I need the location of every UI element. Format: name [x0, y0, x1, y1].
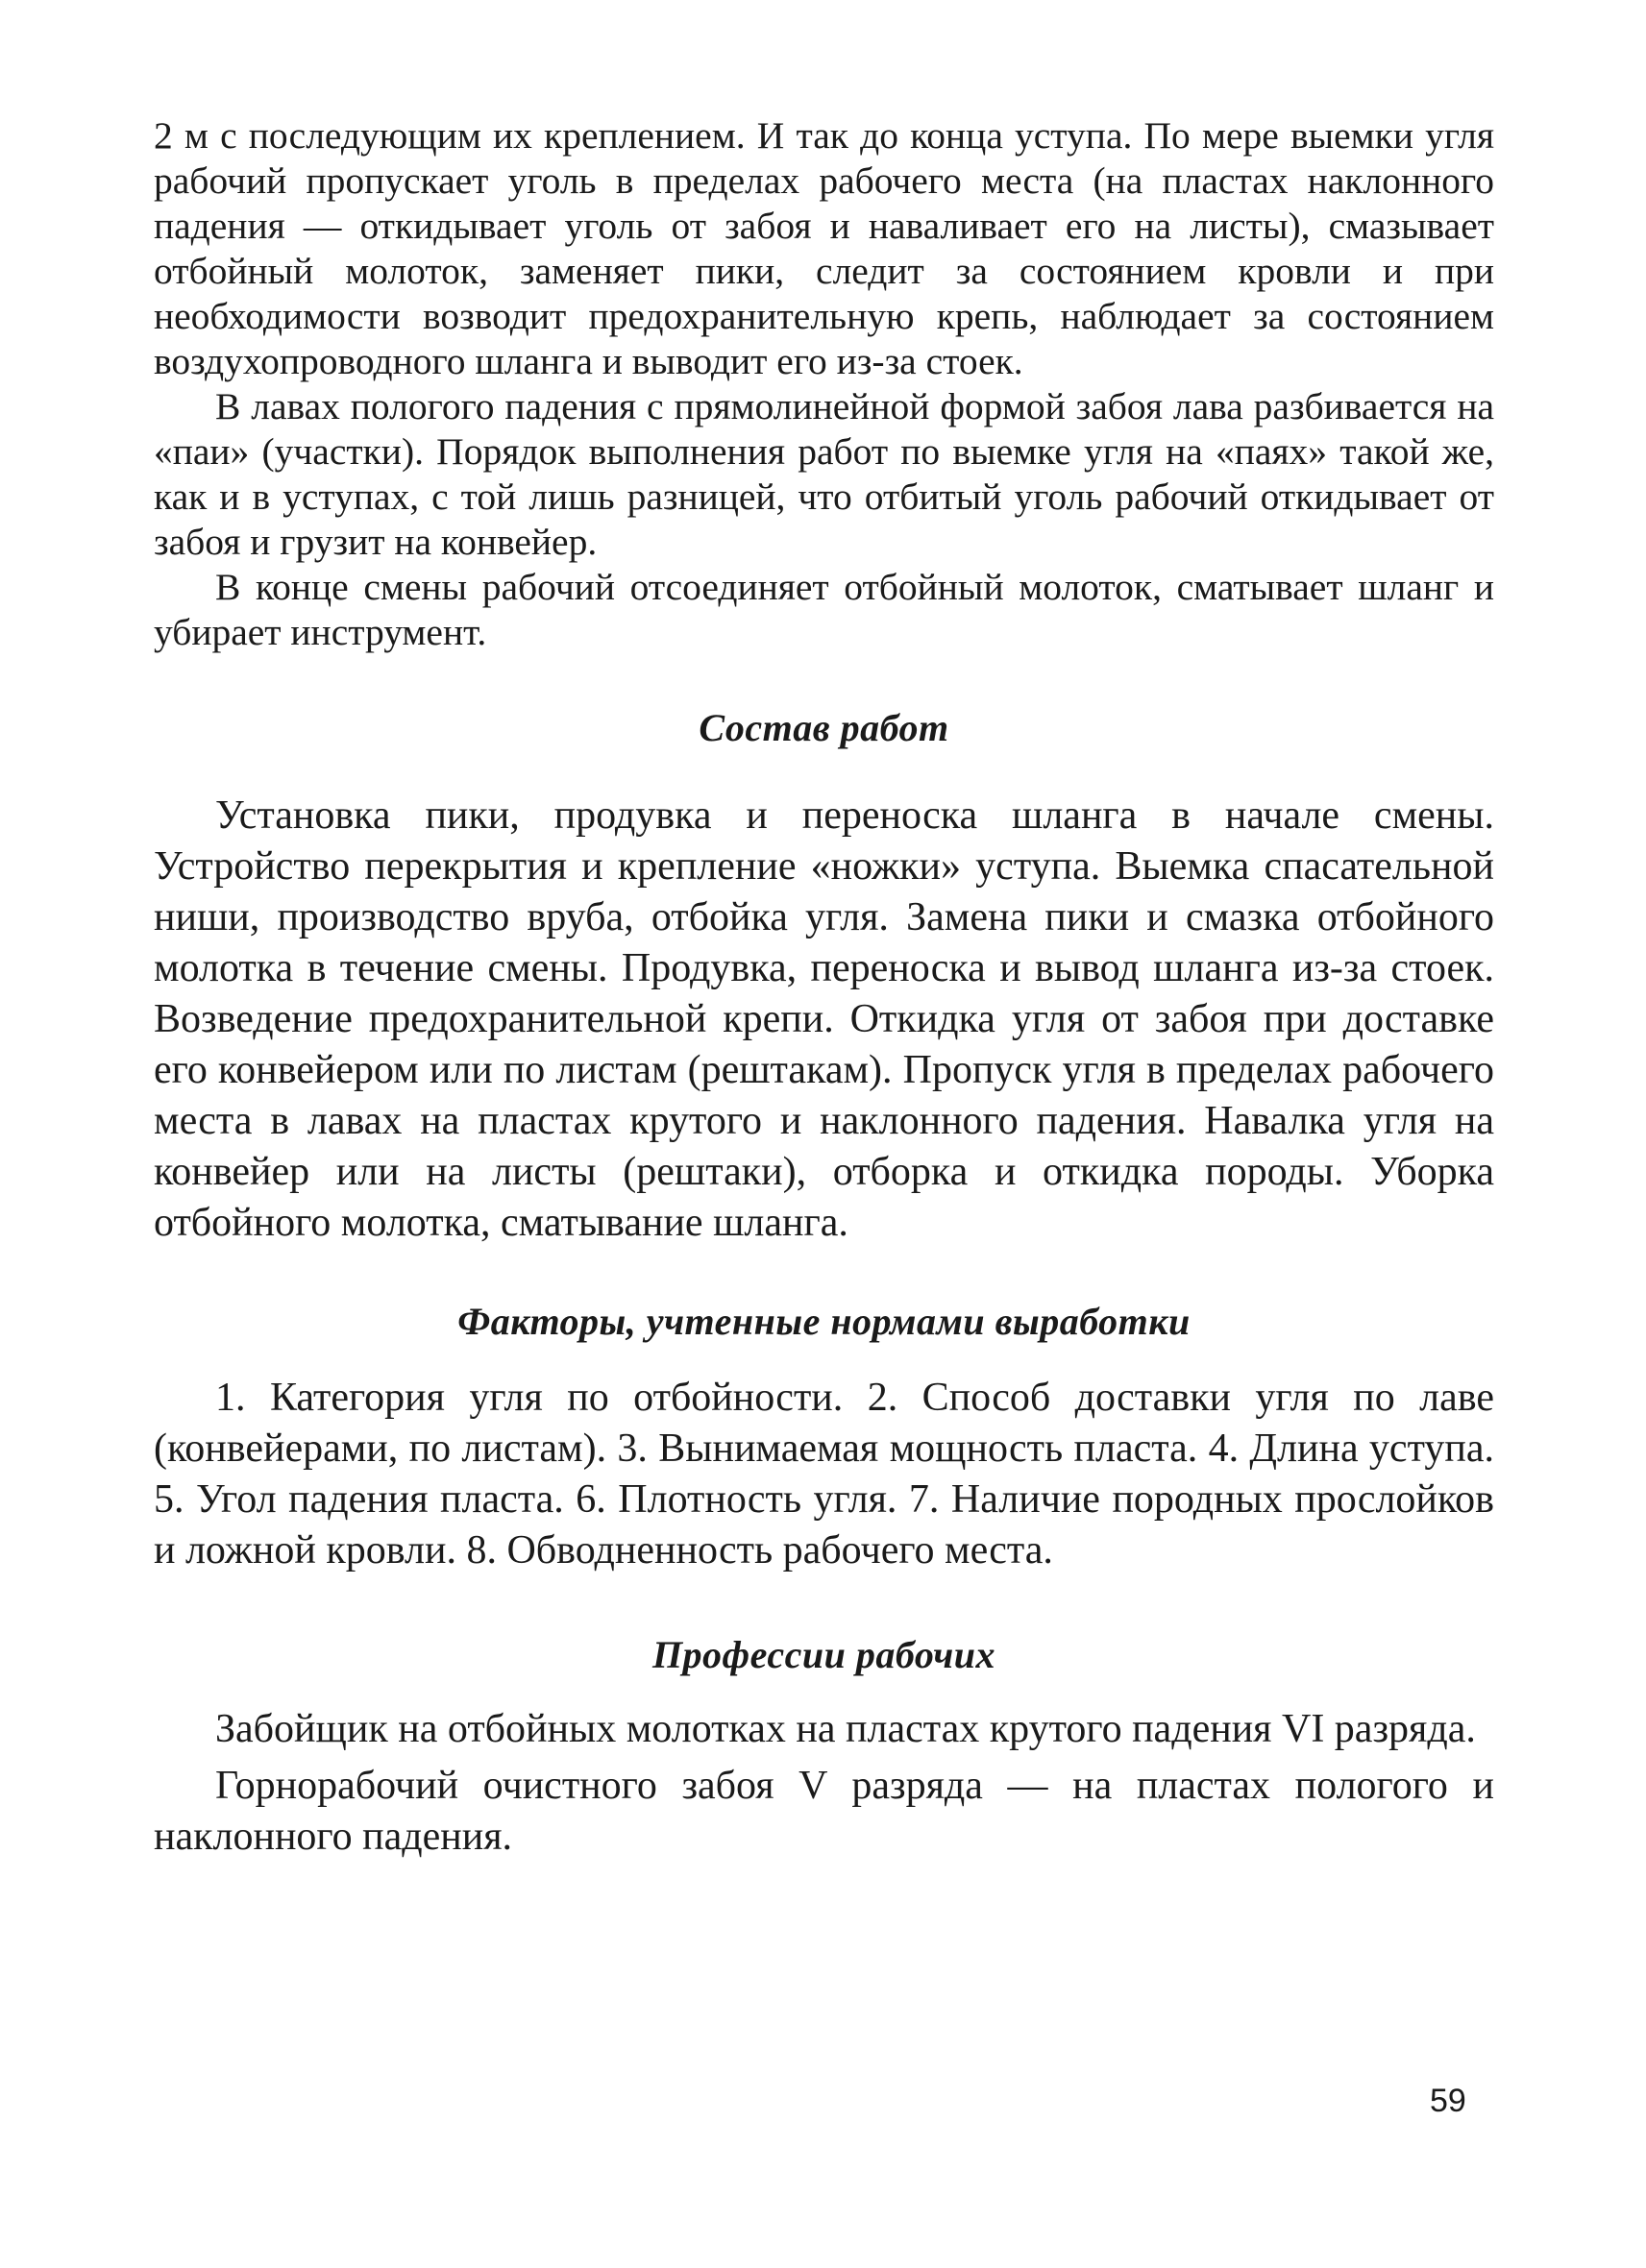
section-factors: [154, 1373, 1494, 1576]
intro-paragraph: 2 м с последующим их креплением. И так до конца уступа. По мере выемки угля рабочий пропускает уголь в пределах рабочего места (на пластах наклонного падения — откидывает уголь от забоя и наваливает его на листы), смазывает отбойный молоток, заменяет пики, следит за состоянием кровли и при необходимости возводит предохранительную крепь, наблюдает за состоянием воздухопроводного шланга и выводит его из-за стоек.: [154, 114, 1494, 382]
intro-paragraph: В лавах пологого падения с прямолинейной формой забоя лава разбивается на «паи» (участки). Порядок выполнения работ по выемке угля на «паях» такой же, как и в уступах, с той лишь разницей, что отбитый уголь рабочий откидывает от забоя и грузит на конвейер.: [154, 385, 1494, 563]
section-paragraph: 1. Категория угля по отбойности. 2. Способ доставки угля по лаве (конвейерами, по листам). 3. Вынимаемая мощность пласта. 4. Длина уступа. 5. Угол падения пласта. 6. Плотность угля. 7. Наличие породных прослойков и ложной кровли. 8. Обводненность рабочего места.: [154, 1376, 1494, 1573]
section-heading-professions: Профессии рабочих: [651, 1633, 996, 1676]
section-paragraph: Забойщик на отбойных молотках на пластах крутого падения VI разряда.: [215, 1707, 1476, 1751]
intro-paragraph: В конце смены рабочий отсоединяет отбойный молоток, сматывает шланг и убирает инструмент.: [154, 566, 1494, 653]
page-number: 59: [1430, 2083, 1466, 2119]
section-composition: [154, 791, 1494, 1249]
section-heading-composition: Состав работ: [699, 706, 949, 749]
section-professions: [154, 1704, 1494, 1863]
section-paragraph: Установка пики, продувка и переноска шланга в начале смены. Устройство перекрытия и крепление «ножки» уступа. Выемка спасательной ниши, производство вруба, отбойка угля. Замена пики и смазка отбойного молотка в течение смены. Продувка, переноска и вывод шланга из-за стоек. Возведение предохранительной крепи. Откидка угля от забоя при доставке его конвейером или по листам (рештакам). Пропуск угля в пределах рабочего места в лавах на пластах крутого и наклонного падения. Навалка угля на конвейер или на листы (рештаки), отборка и откидка породы. Уборка отбойного молотка, сматывание шланга.: [154, 793, 1494, 1245]
section-heading-factors: Факторы, учтенные нормами выработки: [457, 1300, 1191, 1343]
section-paragraph: Горнорабочий очистного забоя V разряда — на пластах пологого и наклонного падения.: [154, 1764, 1494, 1859]
document-page: [154, 113, 1494, 1863]
intro-block: [154, 113, 1494, 655]
